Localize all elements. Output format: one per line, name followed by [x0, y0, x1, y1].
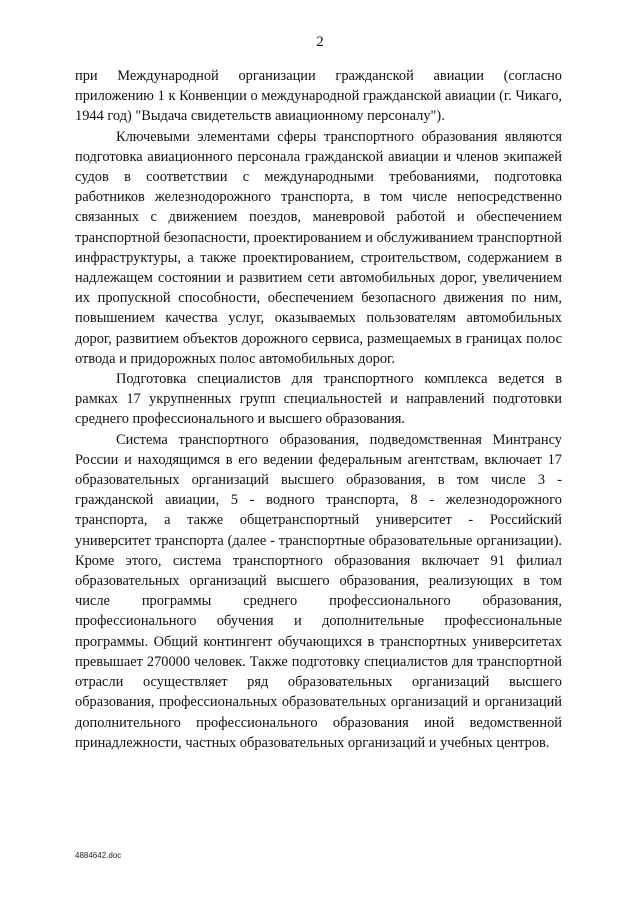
paragraph-key-elements: Ключевыми элементами сферы транспортного образования являются подготовка авиационного персонала гражданской авиации и членов экипажей судов в соответствии с международными требованиями, подготовка работников железнодорожного транспорта, в том числе непосредственно связанных с движением поездов, маневровой работой и обеспечением транспортной безопасности, проектированием и обслуживанием транспортной инфраструктуры, а также проектированием, строительством, содержанием в надлежащем состоянии и развитием сети автомобильных дорог, увеличением их пропускной способности, обеспечением безопасного движения по ним, повышением качества услуг, оказываемых пользователям автомобильных дорог, развитием объектов дорожного сервиса, размещаемых в границах полос отвода и придорожных полос автомобильных дорог.	[75, 128, 562, 367]
paragraph-continuation: при Международной организации гражданской авиации (согласно приложению 1 к Конвенции о международной гражданской авиации (г. Чикаго, 1944 год) "Выдача свидетельств авиационному персоналу").	[75, 68, 562, 125]
file-name-footer: 4884642.doc	[75, 851, 122, 860]
page-number: 2	[316, 34, 324, 50]
paragraph-specialist-training: Подготовка специалистов для транспортного комплекса ведется в рамках 17 укрупненных групп специальностей и направлений подготовки среднего профессионального и высшего образования.	[75, 371, 562, 428]
document-body	[75, 66, 562, 753]
paragraph-education-system: Система транспортного образования, подведомственная Минтрансу России и находящимся в его ведении федеральным агентствам, включает 17 образовательных организаций высшего образования, в том числе 3 - гражданской авиации, 5 - водного транспорта, 8 - железнодорожного транспорта, а также общетранспортный университет - Российский университет транспорта (далее - транспортные образовательные организации). Кроме этого, система транспортного образования включает 91 филиал образовательных организаций высшего образования, реализующих в том числе программы среднего профессионального образования, профессионального обучения и дополнительные профессиональные программы. Общий контингент обучающихся в транспортных университетах превышает 270000 человек. Также подготовку специалистов для транспортной отрасли осуществляет ряд образовательных организаций высшего образования, профессиональных образовательных организаций и организаций дополнительного профессионального образования иной ведомственной принадлежности, частных образовательных организаций и учебных центров.	[75, 431, 562, 751]
